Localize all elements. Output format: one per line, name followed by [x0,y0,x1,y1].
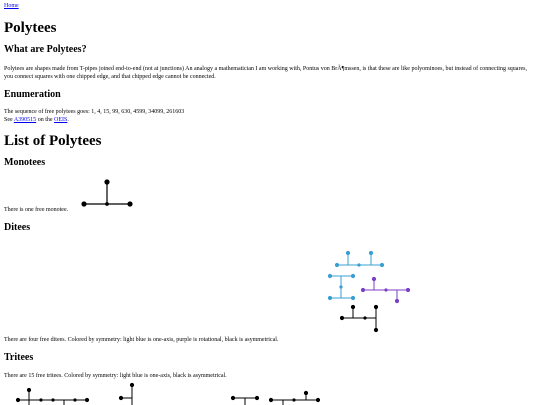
tritees-caption: There are 15 free tritees. Colored by symmetry: light blue is one-axis, black is asymmetrical. [4,373,227,379]
home-link[interactable]: Home [4,3,19,9]
oeis-sequence-link[interactable]: A390515 [13,117,37,123]
on-the-text: on the [37,117,53,123]
enumeration-heading: Enumeration [4,89,61,100]
sequence-text: The sequence of free polytees goes: 1, 4, 15, 99, 630, 4599, 34099, 261603 [4,109,185,115]
what-heading: What are Polytees? [4,44,87,55]
tritee-shape-1 [16,388,88,405]
oeis-link[interactable]: OEIS [54,117,68,123]
ditees-heading: Ditees [4,222,31,233]
what-description: Polytees are shapes made from T-pipes joined end-to-end (not at junctions) An analogy a mathematician I am working with, Pontus von BrÃ¶mssen, is that these are like polyominoes, but instead of connecting squares, you connect squares with one chipped edge, and that chipped edge cannot be connected. [4,66,527,80]
ditees-caption: There are four free ditees. Colored by symmetry: light blue is one-axis, purple is rotational, black is asymmetrical. [4,337,279,343]
tritee-shape-3 [231,396,258,405]
see-prefix: See [4,117,13,123]
monotees-caption: There is one free monotee. [4,207,69,213]
tritees-heading: Tritees [4,352,34,363]
list-heading: List of Polytees [4,133,102,149]
tritee-shape-2 [119,383,133,405]
monotees-heading: Monotees [4,157,46,168]
page-title: Polytees [4,20,57,36]
period: . [67,117,69,123]
tritee-shape-4 [269,391,319,405]
